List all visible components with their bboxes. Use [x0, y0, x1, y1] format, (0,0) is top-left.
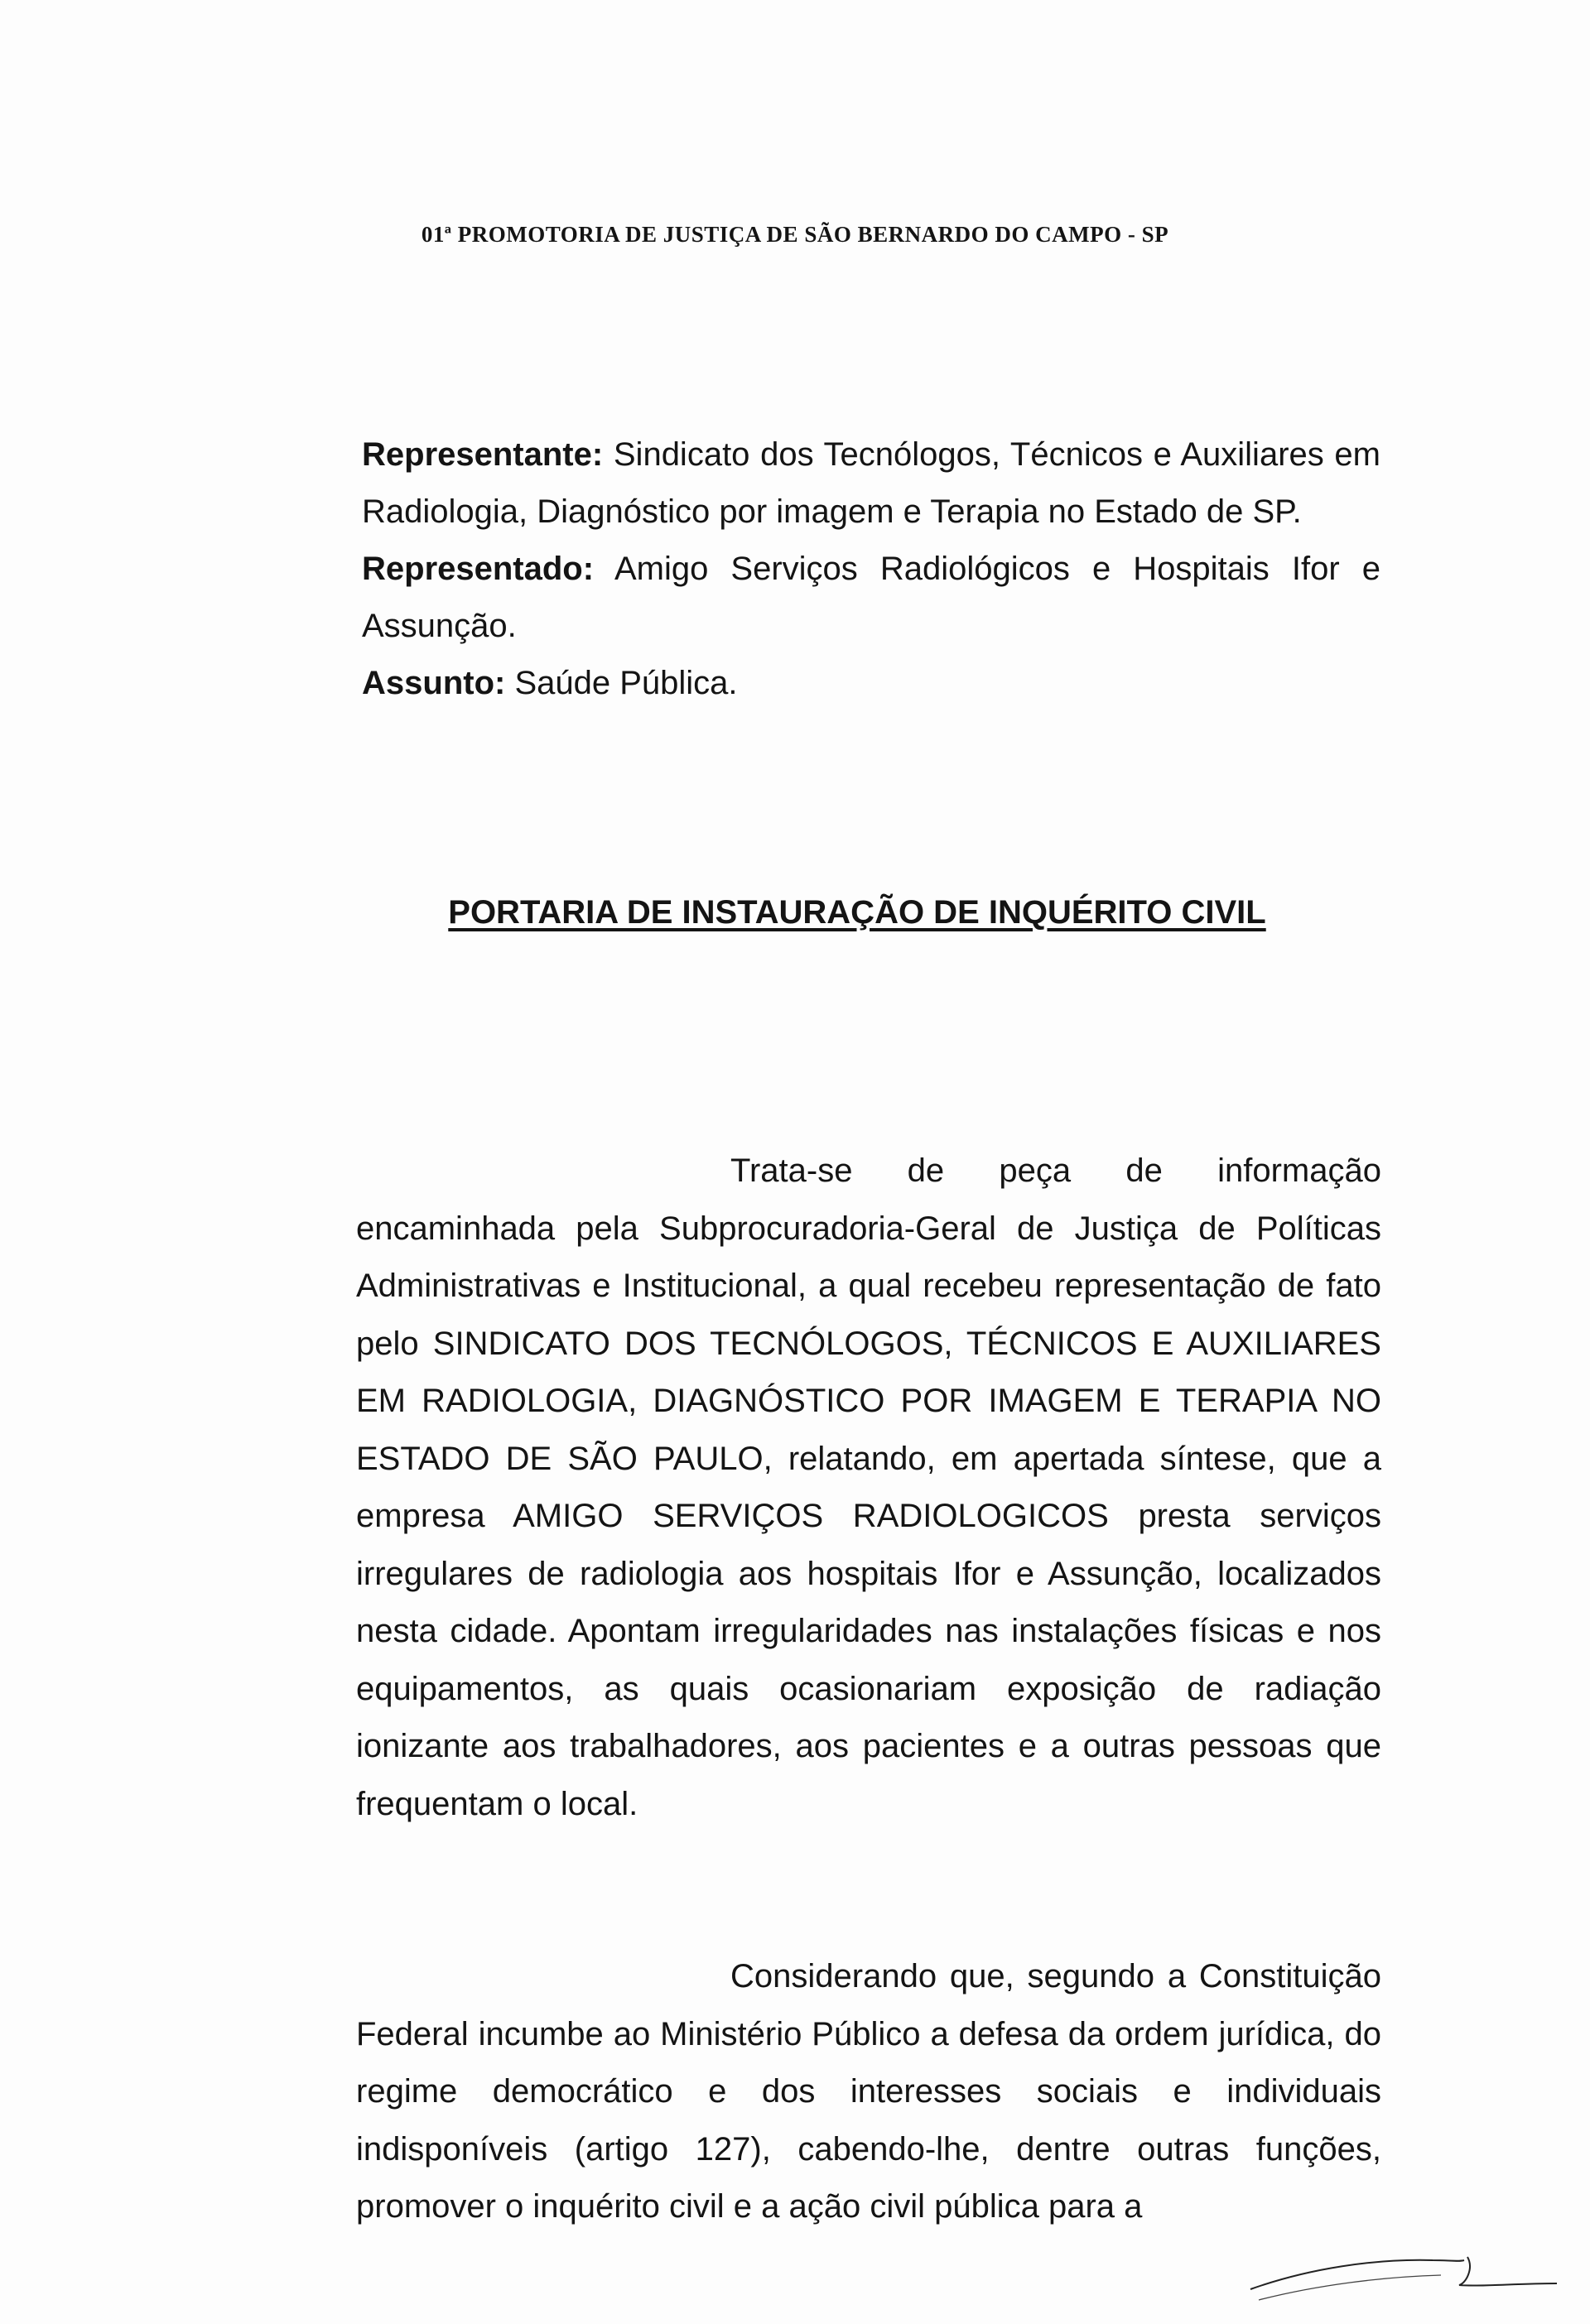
representante-value: Sindicato dos Tecnólogos, Técnicos e Auxiliares em Radiologia, Diagnóstico por imagem e Terapia no Estado de SP. [362, 436, 1380, 530]
assunto-line [362, 655, 1380, 712]
case-metadata [362, 426, 1380, 712]
signature-mark [1242, 2235, 1573, 2318]
representado-value: Amigo Serviços Radiológicos e Hospitais Ifor e Assunção. [362, 551, 1380, 644]
office-header: 01ª PROMOTORIA DE JUSTIÇA DE SÃO BERNARDO DO CAMPO - SP [421, 222, 1169, 247]
paragraph-2 [356, 1948, 1381, 2236]
representado-label: Representado: [362, 551, 595, 587]
paragraph-1-text: Trata-se de peça de informação encaminhada pela Subprocuradoria-Geral de Justiça de Políticas Administrativas e Institucional, a qual recebeu representação de fato pelo SINDICATO DOS TECNÓLOGOS, TÉCNICOS E AUXILIARES EM RADIOLOGIA, DIAGNÓSTICO POR IMAGEM E TERAPIA NO ESTADO DE SÃO PAULO, relatando, em apertada síntese, que a empresa AMIGO SERVIÇOS RADIOLOGICOS presta serviços irregulares de radiologia aos hospitais Ifor e Assunção, localizados nesta cidade. Apontam irregularidades nas instalações físicas e nos equipamentos, as quais ocasionariam exposição de radiação ionizante aos trabalhadores, aos pacientes e a outras pessoas que frequentam o local. [356, 1152, 1381, 1822]
paragraph-1 [356, 1143, 1381, 1833]
document-title: PORTARIA DE INSTAURAÇÃO DE INQUÉRITO CIVIL [448, 894, 1266, 931]
assunto-value: Saúde Pública. [514, 665, 738, 701]
assunto-label: Assunto: [362, 665, 506, 701]
representado-line [362, 541, 1380, 655]
representante-line [362, 426, 1380, 541]
paragraph-2-text: Considerando que, segundo a Constituição Federal incumbe ao Ministério Público a defesa da ordem jurídica, do regime democrático e dos interesses sociais e individuais indisponíveis (artigo 127), cabendo-lhe, dentre outras funções, promover o inquérito civil e a ação civil pública para a [356, 1958, 1381, 2225]
representante-label: Representante: [362, 436, 604, 473]
